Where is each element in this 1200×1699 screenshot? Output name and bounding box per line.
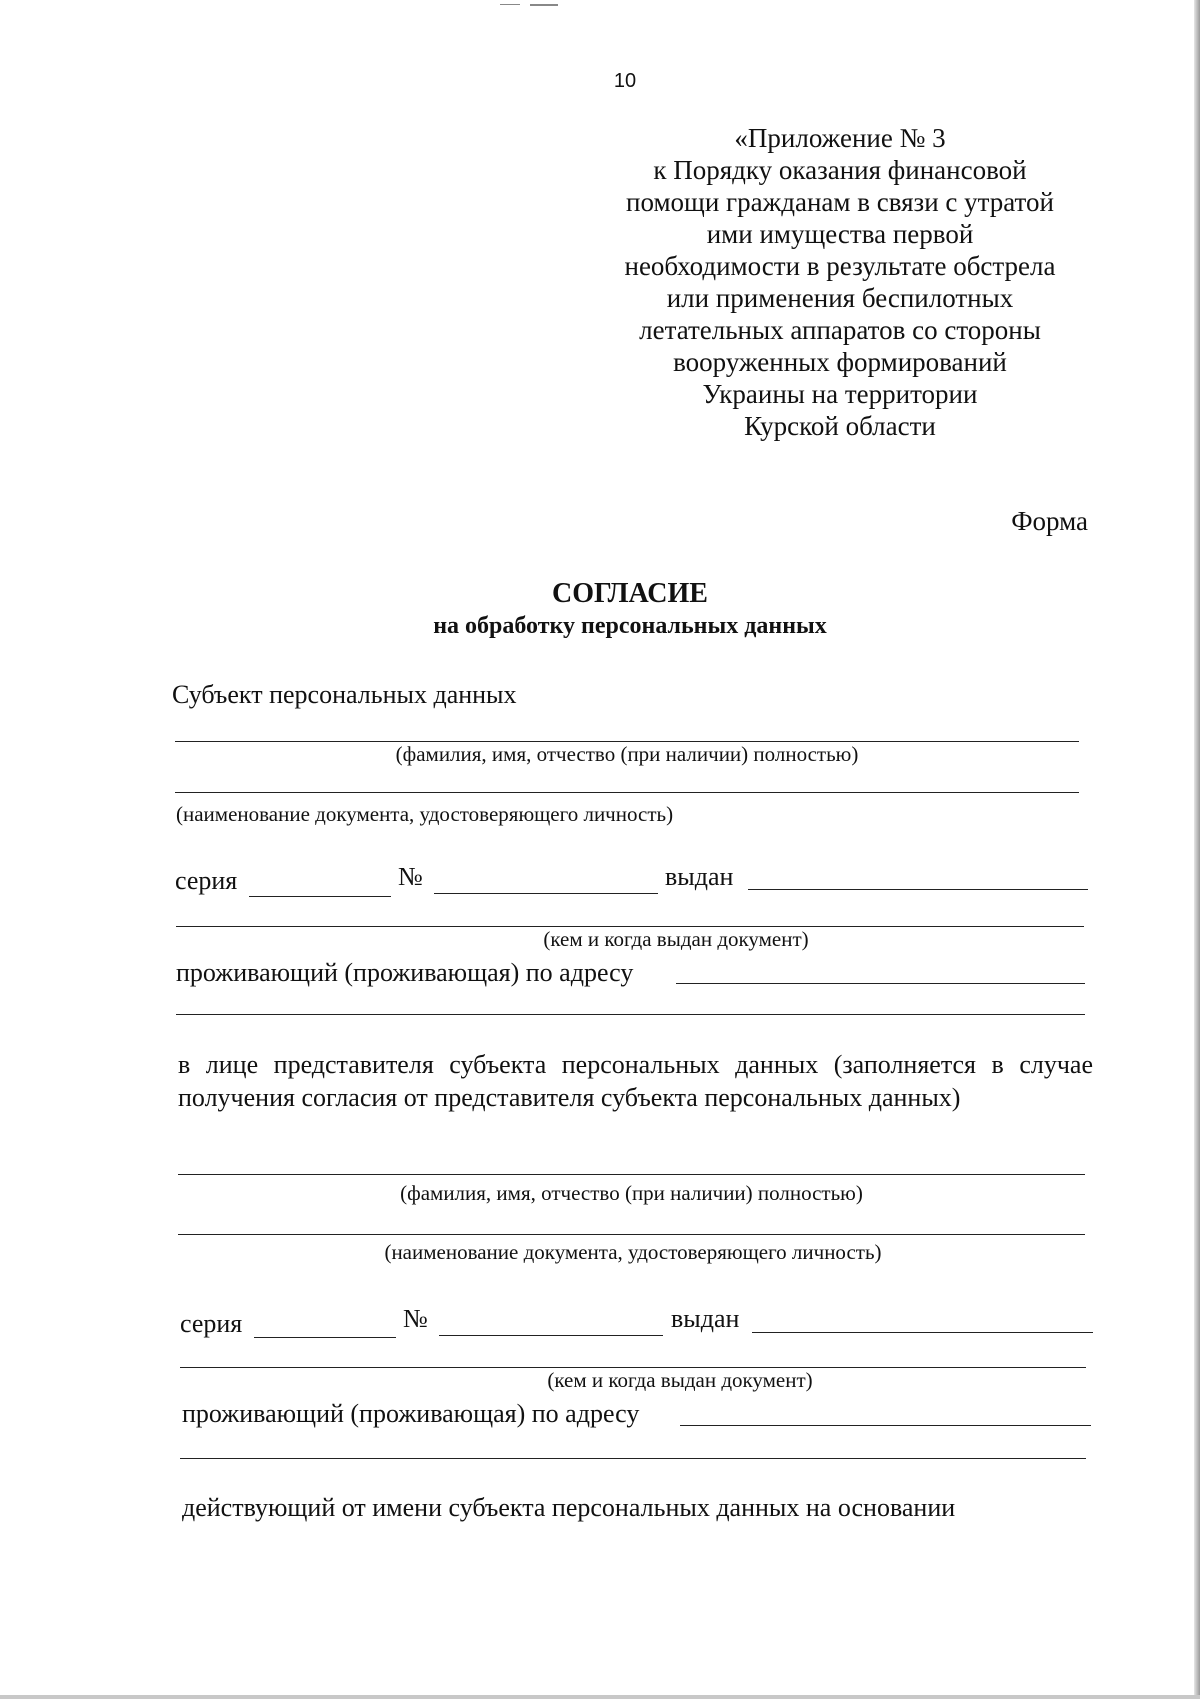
representative-series-label: серия (180, 1309, 243, 1338)
representative-fio-field[interactable] (178, 1174, 1085, 1175)
subject-issued-field[interactable] (748, 889, 1088, 890)
document-subtitle: на обработку персональных данных (433, 613, 827, 639)
subject-fio-hint: (фамилия, имя, отчество (при наличии) полностью) (395, 742, 859, 766)
subject-id-doc-hint: (наименование документа, удостоверяющего личность) (176, 802, 674, 826)
scan-artifact-mark (500, 4, 560, 8)
representative-address-field-2[interactable] (180, 1458, 1086, 1459)
subject-number-label: № (398, 862, 423, 891)
subject-issued-by-hint: (кем и когда выдан документ) (543, 927, 809, 951)
representative-fio-hint: (фамилия, имя, отчество (при наличии) полностью) (400, 1181, 863, 1205)
representative-address-label: проживающий (проживающая) по адресу (182, 1399, 640, 1428)
appendix-header (600, 122, 1080, 442)
representative-number-label: № (403, 1304, 428, 1333)
scan-page-edge (1194, 0, 1200, 1699)
representative-id-doc-hint: (наименование документа, удостоверяющего личность) (384, 1240, 882, 1264)
page-number: 10 (613, 70, 637, 92)
appendix-line: Курской области (744, 411, 936, 441)
representative-address-field[interactable] (680, 1425, 1091, 1426)
representative-issued-label: выдан (671, 1304, 740, 1333)
appendix-line: необходимости в результате обстрела (624, 251, 1056, 281)
representative-number-field[interactable] (439, 1335, 663, 1336)
representative-issued-by-hint: (кем и когда выдан документ) (547, 1368, 813, 1392)
scan-bottom-edge (0, 1695, 1200, 1699)
document-title-block (380, 578, 880, 642)
subject-series-label: серия (175, 866, 238, 895)
document-title: СОГЛАСИЕ (552, 578, 708, 609)
appendix-line: летательных аппаратов со стороны (639, 315, 1041, 345)
subject-series-field[interactable] (249, 896, 391, 897)
form-label: Форма (1011, 506, 1088, 536)
representative-id-doc-field[interactable] (178, 1234, 1085, 1235)
subject-address-field-2[interactable] (176, 1014, 1085, 1015)
representative-paragraph: в лице представителя субъекта персональных данных (заполняется в случае получения согласия от представителя субъекта персональных данных) (178, 1050, 1093, 1112)
appendix-line: Украины на территории (702, 379, 978, 409)
subject-address-label: проживающий (проживающая) по адресу (176, 958, 634, 987)
appendix-line: вооруженных формирований (673, 347, 1007, 377)
subject-label: Субъект персональных данных (172, 680, 517, 709)
representative-series-field[interactable] (254, 1337, 396, 1338)
subject-number-field[interactable] (434, 893, 658, 894)
subject-address-field[interactable] (676, 983, 1085, 984)
appendix-line: или применения беспилотных (666, 283, 1014, 313)
appendix-line: «Приложение № 3 (734, 123, 946, 153)
subject-issued-label: выдан (665, 862, 734, 891)
representative-issued-field[interactable] (752, 1332, 1093, 1333)
appendix-line: помощи гражданам в связи с утратой (626, 187, 1054, 217)
subject-id-doc-field[interactable] (175, 792, 1079, 793)
acting-on-behalf-text: действующий от имени субъекта персональных данных на основании (182, 1493, 956, 1522)
appendix-line: к Порядку оказания финансовой (653, 155, 1027, 185)
appendix-line: ими имущества первой (706, 219, 974, 249)
